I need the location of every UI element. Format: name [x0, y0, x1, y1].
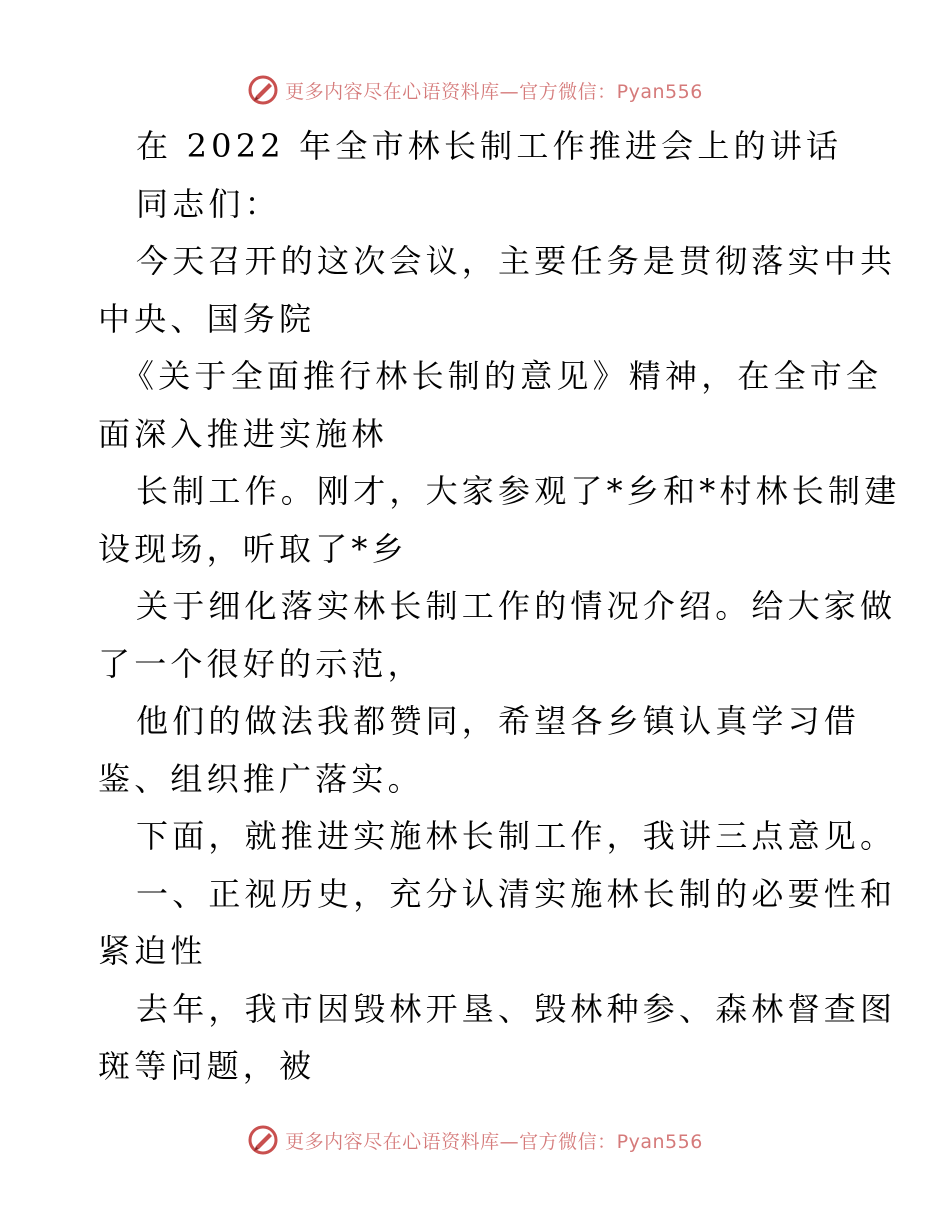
watermark-group — [247, 1124, 703, 1156]
document-body — [98, 118, 901, 1096]
paragraph-line: 斑等问题，被 — [98, 1047, 316, 1085]
paragraph-line: 去年，我市因毁林开垦、毁林种参、森林督查图 — [136, 989, 897, 1028]
paragraph-line: 面深入推进实施林 — [98, 414, 388, 453]
paragraph-line: 中央、国务院 — [98, 299, 316, 338]
pen-logo-icon — [247, 1124, 279, 1156]
paragraph-line: 《关于全面推行林长制的意见》精神，在全市全 — [122, 357, 883, 395]
paragraph-line: 关于细化落实林长制工作的情况介绍。给大家做 — [136, 587, 897, 625]
watermark-group — [247, 74, 703, 106]
pen-logo-icon — [247, 74, 279, 106]
paragraph-line: 设现场，听取了*乡 — [98, 529, 408, 568]
paragraph-line: 下面，就推进实施林长制工作，我讲三点意见。 — [136, 817, 897, 855]
paragraph-line: 长制工作。刚才，大家参观了*乡和*村林长制建 — [136, 472, 901, 510]
document-title: 在 2022 年全市林长制工作推进会上的讲话 — [136, 127, 843, 165]
footer-watermark — [0, 1120, 950, 1160]
paragraph-line: 今天召开的这次会议，主要任务是贯彻落实中共 — [136, 242, 897, 280]
watermark-text: 更多内容尽在心语资料库—官方微信：Pyan556 — [285, 1130, 703, 1153]
header-watermark — [0, 70, 950, 110]
paragraph-line: 鉴、组织推广落实。 — [98, 759, 424, 798]
paragraph-line: 了一个很好的示范， — [98, 644, 424, 683]
salutation: 同志们： — [136, 184, 281, 223]
watermark-text: 更多内容尽在心语资料库—官方微信：Pyan556 — [285, 80, 703, 103]
section-heading: 一、正视历史，充分认清实施林长制的必要性和 — [136, 874, 897, 913]
paragraph-line: 他们的做法我都赞同，希望各乡镇认真学习借 — [136, 702, 861, 740]
section-heading-continued: 紧迫性 — [98, 932, 207, 970]
